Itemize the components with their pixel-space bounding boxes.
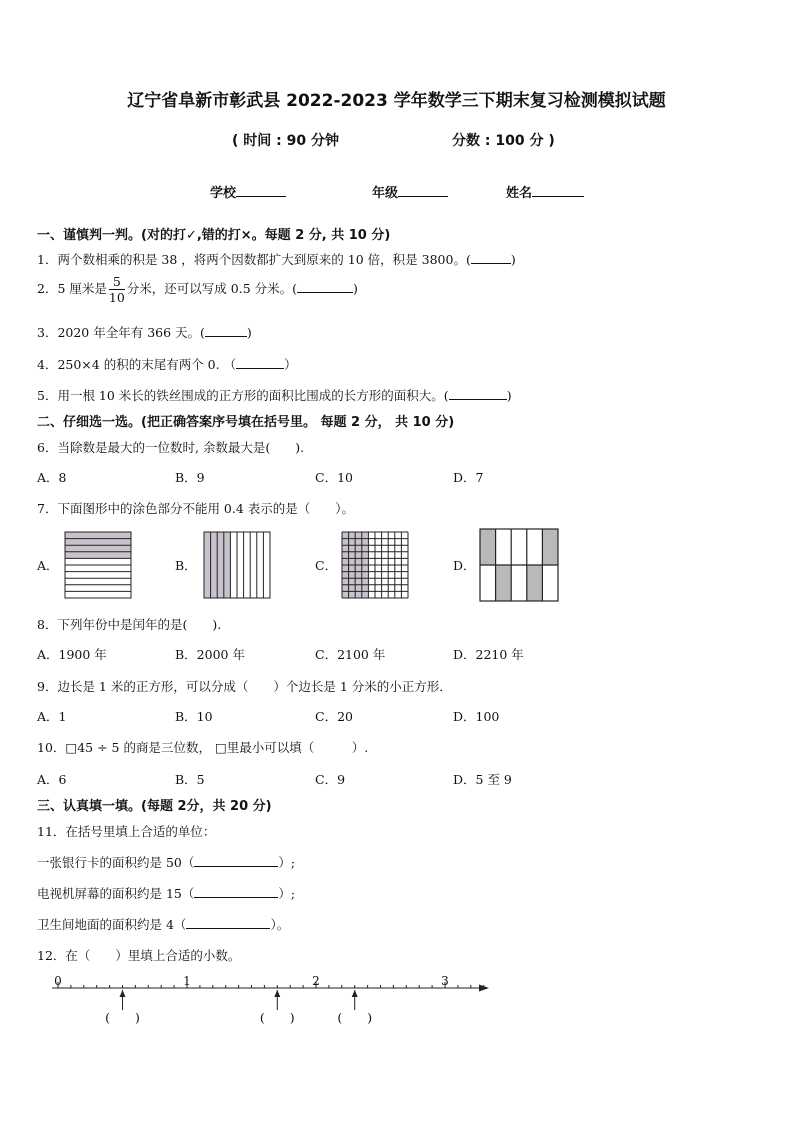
figure-b-vertical-strips [203, 531, 271, 599]
fraction-5-10: $\frac{5}{10}$ [108, 274, 125, 305]
question-11-b: 电视机屏幕的面积约是 15（ ）; [37, 886, 296, 901]
question-10: 10．□45 ÷ 5 的商是三位数， □里最小可以填（ ）. [37, 740, 369, 755]
pointer-arrowhead [352, 990, 358, 997]
q7-option-b[interactable]: B． [175, 558, 197, 573]
q11-blank-b[interactable] [194, 885, 278, 898]
q6-option-c[interactable]: C．10 [315, 470, 353, 485]
exam-time: ( 时间 : 90 分钟 [232, 133, 339, 149]
question-12: 12．在（ ）里填上合适的小数。 [37, 948, 241, 963]
question-8: 8．下列年份中是闰年的是( ). [37, 617, 222, 632]
q7-option-a[interactable]: A． [37, 558, 59, 573]
q6-option-b[interactable]: B．9 [175, 470, 205, 485]
q11-blank-c[interactable] [186, 916, 270, 929]
q10-option-d[interactable]: D．5 至 9 [453, 772, 512, 787]
tick-label-2: 2 [312, 976, 320, 988]
figure-d-ten-cells [479, 528, 559, 602]
q8-option-a[interactable]: A．1900 年 [37, 647, 107, 662]
q9-option-a[interactable]: A．1 [37, 709, 67, 724]
q8-option-d[interactable]: D．2210 年 [453, 647, 524, 662]
q10-option-b[interactable]: B．5 [175, 772, 205, 787]
exam-score: 分数 : 100 分 ) [452, 133, 555, 149]
pointer-arrowhead [274, 990, 280, 997]
section2-heading: 二、仔细选一选。(把正确答案序号填在括号里。 每题 2 分， 共 10 分) [37, 415, 455, 430]
question-9: 9．边长是 1 米的正方形，可以分成（ ）个边长是 1 分米的小正方形． [37, 679, 452, 694]
number-line [40, 976, 490, 1032]
question-3: 3．2020 年全年有 366 天。( ) [37, 325, 252, 340]
question-2: 2．5 厘米是 $\frac{5}{10}$ 分米，还可以写成 0.5 分米。( ) [37, 274, 358, 305]
question-1: 1．两个数相乘的积是 38 ，将两个因数都扩大到原来的 10 倍，积是 3800。( ) [37, 252, 516, 267]
grade-blank[interactable] [398, 184, 448, 197]
tick-label-3: 3 [441, 976, 449, 988]
tick-label-1: 1 [183, 976, 191, 988]
answer-blank-1[interactable] [471, 251, 511, 264]
question-11-a: 一张银行卡的面积约是 50（ ）; [37, 855, 296, 870]
name-field: 姓名 [506, 182, 584, 201]
page-title: 辽宁省阜新市彰武县 2022-2023 学年数学三下期末复习检测模拟试题 [127, 91, 666, 111]
answer-bracket-2[interactable]: ( ) [259, 1010, 295, 1025]
question-7: 7．下面图形中的涂色部分不能用 0.4 表示的是（ ）。 [37, 501, 355, 516]
section1-heading: 一、谨慎判一判。(对的打✓,错的打×。每题 2 分, 共 10 分) [37, 228, 391, 243]
school-field: 学校 [210, 182, 286, 201]
q10-option-a[interactable]: A．6 [37, 772, 67, 787]
q8-option-c[interactable]: C．2100 年 [315, 647, 386, 662]
answer-blank-5[interactable] [449, 387, 507, 400]
grade-field: 年级 [372, 182, 448, 201]
tick-label-0: 0 [54, 976, 62, 988]
q10-option-c[interactable]: C．9 [315, 772, 346, 787]
q6-option-a[interactable]: A．8 [37, 470, 67, 485]
question-5: 5．用一根 10 米长的铁丝围成的正方形的面积比围成的长方形的面积大。( ) [37, 388, 512, 403]
section3-heading: 三、认真填一填。(每题 2分，共 20 分) [37, 799, 272, 814]
q9-option-b[interactable]: B．10 [175, 709, 213, 724]
question-4: 4．250×4 的积的末尾有两个 0. （ ） [37, 357, 297, 372]
q11-blank-a[interactable] [194, 854, 278, 867]
q7-option-d[interactable]: D． [453, 558, 476, 573]
q8-option-b[interactable]: B．2000 年 [175, 647, 245, 662]
answer-bracket-3[interactable]: ( ) [337, 1010, 373, 1025]
question-11-c: 卫生间地面的面积约是 4（ ）。 [37, 917, 290, 932]
answer-blank-3[interactable] [205, 324, 247, 337]
answer-blank-2[interactable] [297, 280, 353, 293]
name-blank[interactable] [532, 184, 584, 197]
q9-option-c[interactable]: C．20 [315, 709, 353, 724]
question-6: 6．当除数是最大的一位数时, 余数最大是( ). [37, 440, 305, 455]
school-blank[interactable] [236, 184, 286, 197]
answer-bracket-1[interactable]: ( ) [105, 1010, 140, 1025]
answer-blank-4[interactable] [236, 356, 284, 369]
q7-option-c[interactable]: C． [315, 558, 338, 573]
figure-a-horizontal-strips [64, 531, 132, 599]
figure-c-hundred-grid [341, 531, 411, 599]
q6-option-d[interactable]: D．7 [453, 470, 484, 485]
q9-option-d[interactable]: D．100 [453, 709, 500, 724]
pointer-arrowhead [120, 990, 126, 997]
question-11: 11．在括号里填上合适的单位： [37, 824, 216, 839]
